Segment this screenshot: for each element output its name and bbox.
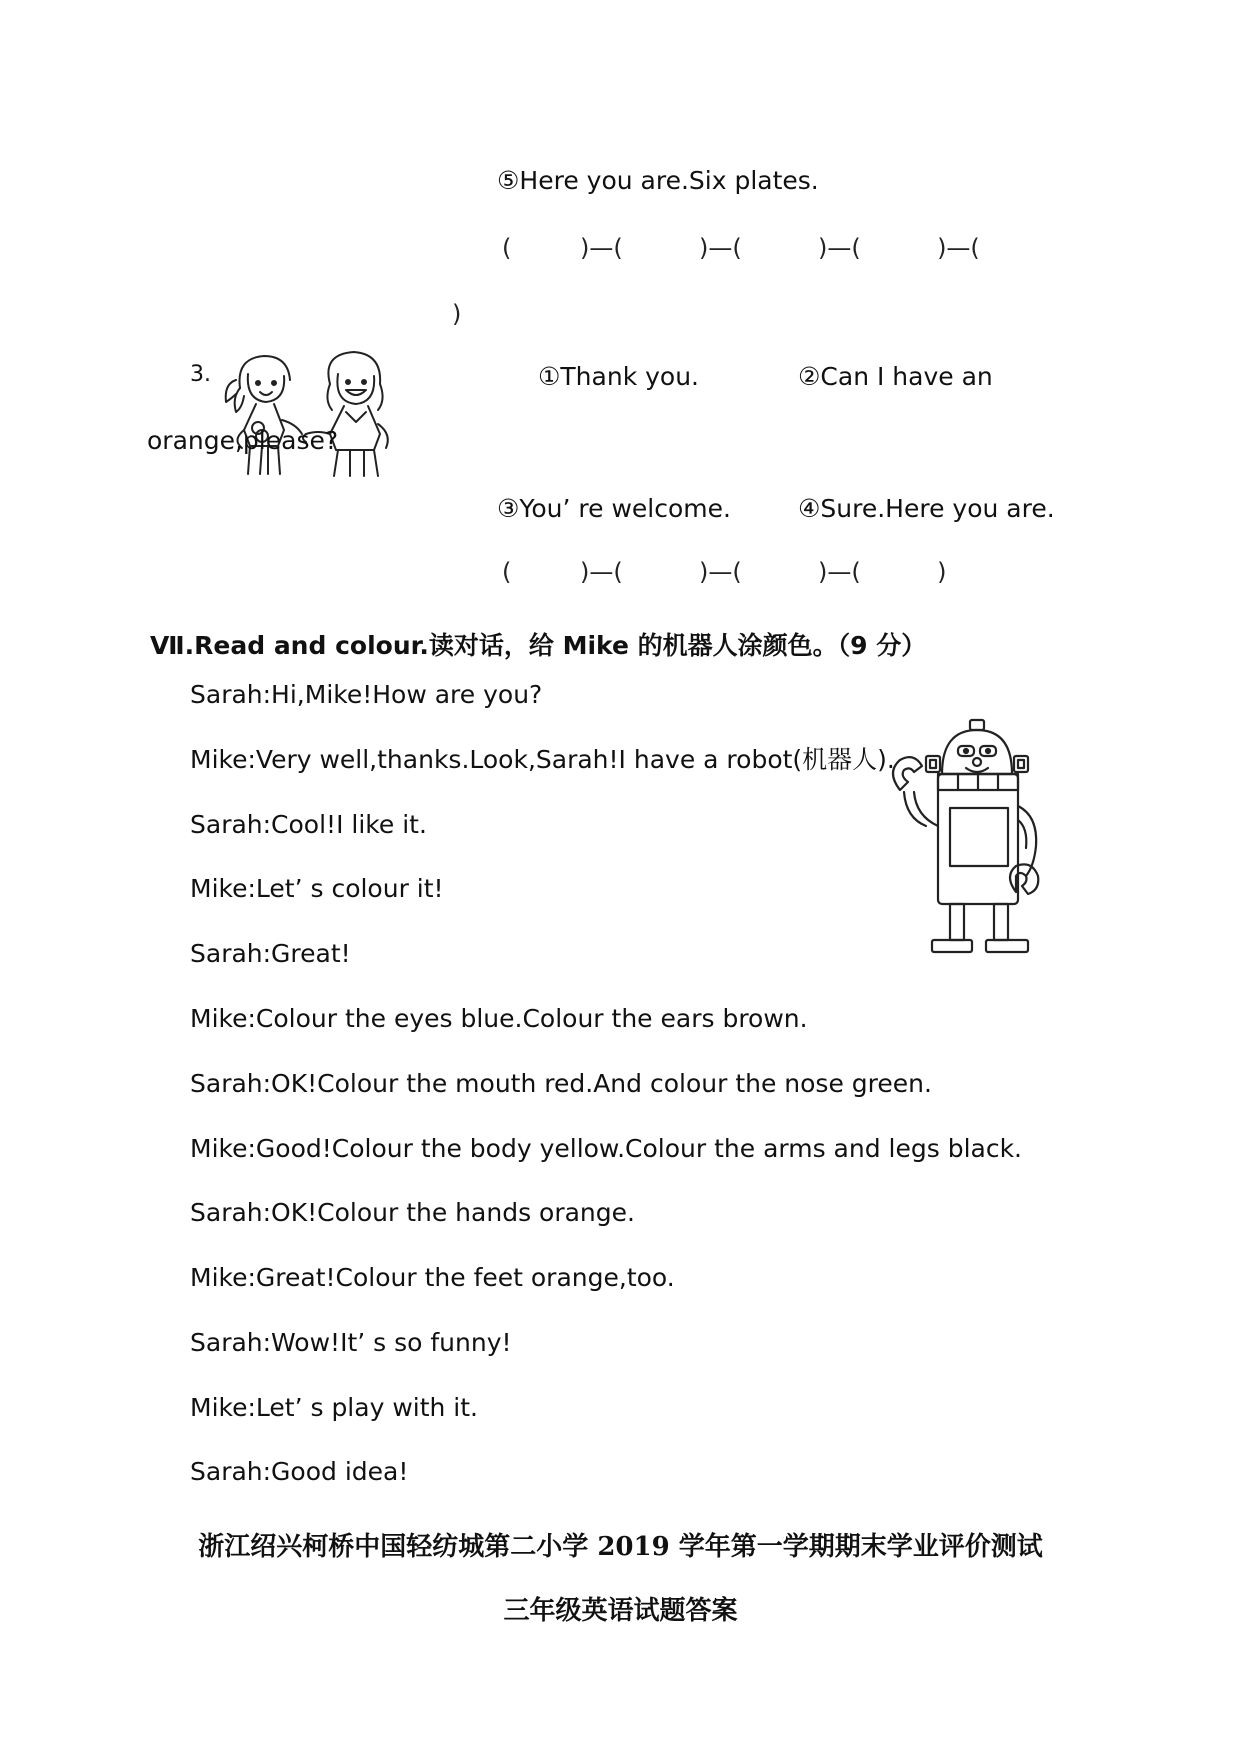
dialogue-line: Sarah:Great!	[190, 939, 351, 968]
dialogue-line: Sarah:OK!Colour the hands orange.	[190, 1198, 635, 1227]
q3-option-4: ④Sure.Here you are.	[798, 494, 1055, 523]
q2-order-row: ( )—( )—( )—( )—(	[502, 234, 980, 262]
q3-option-2-continued: orange,please?	[147, 426, 339, 455]
dialogue-line: Mike:Let’ s play with it.	[190, 1393, 479, 1422]
dialogue-line: Sarah:OK!Colour the mouth red.And colour the nose green.	[190, 1069, 932, 1098]
q2-order-close: )	[452, 300, 462, 328]
answer-key-subtitle: 三年级英语试题答案	[503, 1596, 738, 1626]
q3-order-row: ( )—( )—( )—( )	[502, 558, 947, 586]
dialogue-line: Mike:Good!Colour the body yellow.Colour the arms and legs black.	[190, 1134, 1023, 1163]
dialogue-line: Sarah:Good idea!	[190, 1457, 409, 1486]
dialogue-line: Mike:Colour the eyes blue.Colour the ears brown.	[190, 1004, 808, 1033]
section-7-heading: Ⅶ.Read and colour.读对话，给 Mike 的机器人涂颜色。（9 分）	[150, 631, 927, 660]
q3-option-2: ②Can I have an	[798, 362, 993, 391]
robot-illustration	[886, 716, 1061, 960]
dialogue-line: Mike:Great!Colour the feet orange,too.	[190, 1263, 675, 1292]
two-girls-illustration	[222, 350, 422, 476]
dialogue-line: Sarah:Cool!I like it.	[190, 810, 427, 839]
dialogue-line: Sarah:Hi,Mike!How are you?	[190, 680, 543, 709]
dialogue-line: Mike:Very well,thanks.Look,Sarah!I have a robot(机器人).	[190, 745, 895, 774]
dialogue-line: Sarah:Wow!It’ s so funny!	[190, 1328, 512, 1357]
dialogue-line: Mike:Let’ s colour it!	[190, 874, 444, 903]
answer-key-title: 浙江绍兴柯桥中国轻纺城第二小学 2019 学年第一学期期末学业评价测试	[198, 1532, 1043, 1562]
q3-option-1: ①Thank you.	[538, 362, 699, 391]
q3-number: 3.	[190, 362, 211, 387]
q3-option-3: ③You’ re welcome.	[497, 494, 731, 523]
q2-option-5: ⑤Here you are.Six plates.	[497, 166, 819, 195]
